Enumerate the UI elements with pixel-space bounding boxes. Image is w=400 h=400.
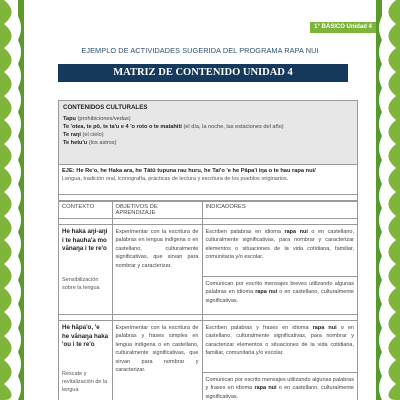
axis-box: [59, 165, 357, 195]
content-matrix: [58, 100, 358, 400]
axis-title: EJE: He Re'o, he Haka ara, he Tātū tupuna rau huru, he Tai'o 'e he Pāpa'i iŋa o te hau rapa nui/: [62, 168, 316, 174]
table-header-row: [59, 202, 357, 219]
decorative-border-right: [376, 0, 400, 400]
table-row: [59, 225, 357, 277]
indicator-cell: Comunican por escrito mensajes utilizando algunas palabras y frases en idioma rapa nui o en castellano, culturalmente significativas.: [202, 373, 357, 400]
rapa-nui-pattern-left: [0, 0, 24, 400]
axis-description: Lengua, tradición oral, iconografía, prácticas de lectura y escritura de los pueblos originarios.: [62, 176, 289, 182]
objectives-table: [59, 201, 357, 400]
header-indicators: INDICADORES: [202, 202, 357, 219]
indicator-cell: Escriben palabras y frases en idioma rapa nui o en castellano, culturalmente significativas, para nombrar y caracterizar elementos o situaciones de la vida cotidiana, familiar, comunitaria y/o escolar.: [202, 321, 357, 373]
matrix-title: MATRIZ DE CONTENIDO UNIDAD 4: [58, 64, 348, 82]
decorative-border-left: [0, 0, 24, 400]
rapa-nui-pattern-right: [376, 0, 400, 400]
objective-cell: Experimentar con la escritura de palabras y frases simples en lengua indígena o en castellano, culturalmente significativas, que sirvan para nombrar y caracterizar.: [112, 321, 202, 400]
table-row: [59, 321, 357, 373]
cultural-contents-box: [59, 101, 357, 165]
context-cell: [59, 321, 112, 400]
cultural-contents-title: CONTENIDOS CULTURALES: [63, 104, 148, 111]
context-subtitle: Rescate y revitalización de la lengua: [62, 370, 108, 393]
indicator-cell: Comunican por escrito mensajes breves utilizando algunas palabras en idioma rapa nui o en castellano, culturalmente significativas.: [202, 277, 357, 315]
cultural-content-item: Tapu (prohibiciones/vedas): [63, 116, 131, 122]
header-context: CONTEXTO: [59, 202, 112, 219]
indicator-cell: Escriben palabras en idioma rapa nui o en castellano, culturalmente significativas, para nombrar y caracterizar elementos o situaciones de la vida cotidiana, familiar, comunitaria y/o escolar.: [202, 225, 357, 277]
objective-cell: Experimentar con la escritura de palabras en lengua indígena o en castellano, culturalmente significativas, que sirvan para nombrar y caracterizar.: [112, 225, 202, 315]
context-subtitle: Sensibilización sobre la lengua: [62, 276, 100, 291]
cultural-content-item: Te 'otea, te pō, te ta'u e 4 'o roto o te matahiti (el día, la noche, las estaciones del año): [63, 124, 284, 130]
page-heading: EJEMPLO DE ACTIVIDADES SUGERIDA DEL PROGRAMA RAPA NUI: [81, 46, 319, 55]
cultural-content-item: Te hetu'u (los astros): [63, 140, 117, 146]
cultural-content-item: Te raŋi (el cielo): [63, 132, 104, 138]
context-cell: [59, 225, 112, 315]
header-objectives: OBJETIVOS DE APRENDIZAJE: [112, 202, 202, 219]
grade-unit-badge: 1° BÁSICO Unidad 4: [310, 22, 376, 33]
context-title: He hāpa'o, 'e he vānaŋa haka 'ou i te re'o: [62, 324, 109, 348]
context-title: He haka aŋi-aŋi i te hauha'a mo vānaŋa i te re'o: [62, 228, 108, 252]
